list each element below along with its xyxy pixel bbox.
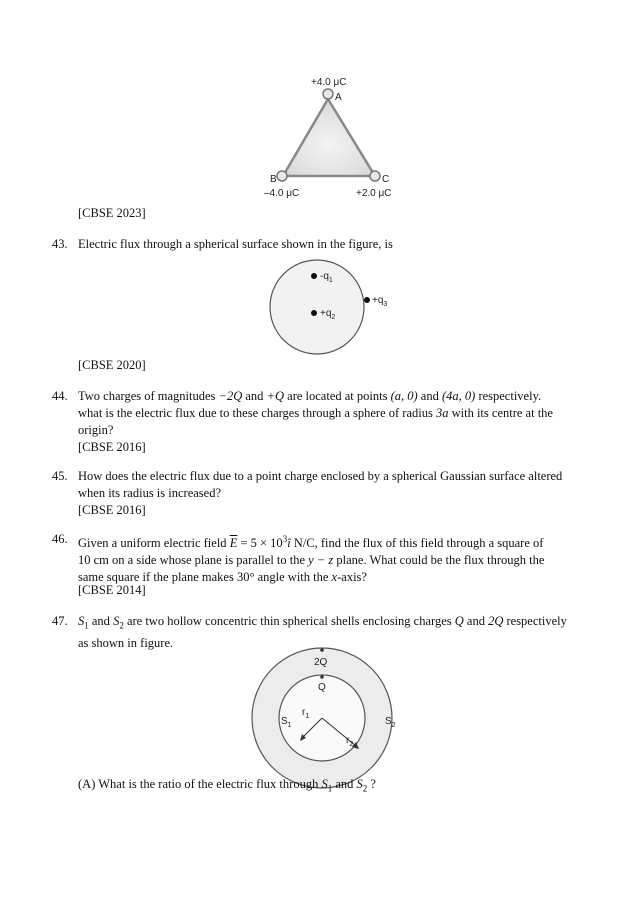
point-b-label: B [270, 174, 277, 185]
charge-q-dot [320, 675, 324, 679]
question-number: 47. [52, 614, 68, 628]
concentric-shells-figure [240, 644, 410, 794]
charge-c-circle [370, 171, 380, 181]
charge-q1-dot [311, 273, 317, 279]
source-tag: [CBSE 2023] [78, 206, 146, 220]
svg-text:-q1: $-q_1$ [320, 271, 333, 284]
source-tag: [CBSE 2014] [78, 583, 146, 597]
point-c-label: C [382, 174, 390, 185]
charge-b-circle [277, 171, 287, 181]
question-44-text: Two charges of magnitudes −2Q and +Q are located at points (a, 0) and (4a, 0) respectively. what is the electric flux due to these charges through a sphere of radius 3a with its centre at the origin? [78, 389, 553, 437]
charge-2q-label: 2Q [314, 657, 328, 668]
sphere-charges-figure [262, 258, 402, 358]
question-47-text: $S_1$ and $S_2$ are two hollow concentric thin spherical shells enclosing charges Q and 2Q respectively as shown in figure. [78, 614, 567, 650]
charge-q-label: Q [318, 682, 326, 693]
charge-b-label: –4.0 μC [264, 188, 300, 199]
charge-a-label: +4.0 μC [311, 77, 347, 88]
question-43-text: Electric flux through a spherical surface shown in the figure, is [78, 237, 393, 251]
source-tag: [CBSE 2016] [78, 440, 146, 454]
question-number: 45. [52, 469, 68, 483]
charge-q2-dot [311, 310, 317, 316]
charge-c-label: +2.0 μC [356, 188, 392, 199]
svg-text:r1: $r_1$ [302, 707, 310, 720]
question-47a-text: (A) What is the ratio of the electric flux through $S_1$ and $S_2$ ? [78, 777, 376, 794]
charge-a-circle [323, 89, 333, 99]
svg-text:+q2: $+q_2$ [320, 308, 336, 321]
svg-text:S1: $S_1$ [281, 716, 292, 729]
question-number: 46. [52, 532, 68, 546]
triangle-charges-figure [250, 72, 410, 202]
triangle-shape [283, 99, 375, 176]
charge-q3-dot [364, 297, 370, 303]
svg-text:+q3: $+q_3$ [372, 295, 388, 308]
svg-text:S2: $S_2$ [385, 716, 396, 729]
source-tag: [CBSE 2016] [78, 503, 146, 517]
gaussian-sphere [270, 260, 364, 354]
question-number: 44. [52, 389, 68, 403]
svg-text:r2: $r_2$ [346, 735, 354, 748]
question-45-text: How does the electric flux due to a point charge enclosed by a spherical Gaussian surface altered when its radius is increased? [78, 469, 563, 500]
point-a-label: A [335, 92, 342, 103]
question-number: 43. [52, 237, 68, 251]
charge-2q-dot [320, 648, 324, 652]
source-tag: [CBSE 2020] [78, 358, 146, 372]
question-46-text: Given a uniform electric field $\overline{E} = 5$ × $10^3î$ N/C, find the flux of this field through a square of 10 cm on a side whose plane is parallel to the y − z plane. What could be the flux through the same square if the plane makes 30° angle with the x-axis? [78, 534, 545, 585]
